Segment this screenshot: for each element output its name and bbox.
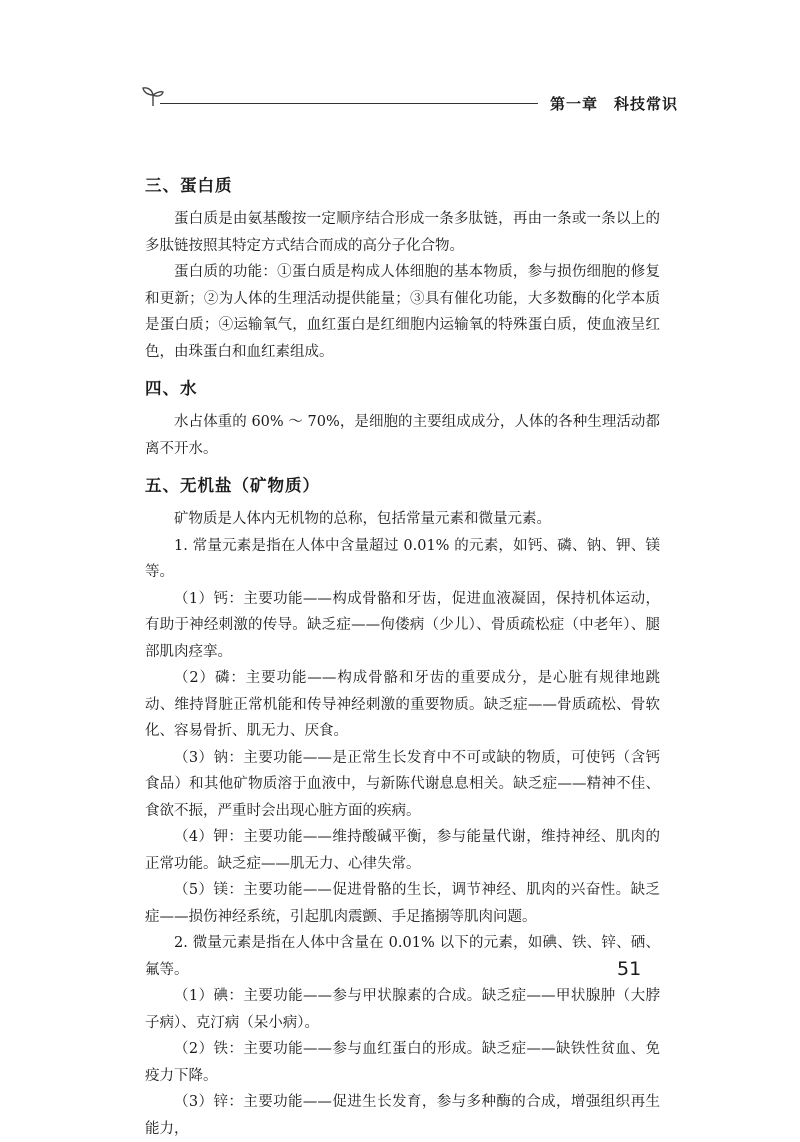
header-rule	[160, 103, 538, 104]
paragraph: （5）镁：主要功能——促进骨骼的生长，调节神经、肌肉的兴奋性。缺乏症——损伤神经系统，引起肌肉震颤、手足搐搦等肌肉问题。	[145, 882, 660, 925]
paragraph: 2. 微量元素是指在人体中含量在 0.01% 以下的元素，如碘、铁、锌、硒、氟等。	[145, 935, 660, 978]
paragraph: 水占体重的 60% ～ 70%，是细胞的主要组成成分，人体的各种生理活动都离不开水。	[145, 414, 660, 457]
sprout-icon	[140, 84, 166, 108]
section-heading-water: 四、水	[145, 379, 198, 398]
paragraph: （2）磷：主要功能——构成骨骼和牙齿的重要成分，是心脏有规律地跳动、维持肾脏正常机能和传导神经刺激的重要物质。缺乏症——骨质疏松、骨软化、容易骨折、肌无力、厌食。	[145, 670, 660, 739]
main-content	[145, 172, 660, 1142]
paragraph: 矿物质是人体内无机物的总称，包括常量元素和微量元素。	[174, 511, 551, 527]
paragraph: （3）钠：主要功能——是正常生长发育中不可或缺的物质，可使钙（含钙食品）和其他矿物质溶于血液中，与新陈代谢息息相关。缺乏症——精神不佳、食欲不振，严重时会出现心脏方面的疾病。	[145, 749, 660, 819]
section-heading-minerals: 五、无机盐（矿物质）	[145, 476, 320, 495]
paragraph: （4）钾：主要功能——维持酸碱平衡，参与能量代谢，维持神经、肌肉的正常功能。缺乏症——肌无力、心律失常。	[145, 829, 660, 872]
paragraph: 1. 常量元素是指在人体中含量超过 0.01% 的元素，如钙、磷、钠、钾、镁等。	[145, 537, 660, 580]
paragraph: 蛋白质是由氨基酸按一定顺序结合形成一条多肽链，再由一条或一条以上的多肽链按照其特定方式结合而成的高分子化合物。	[145, 211, 660, 254]
paragraph: 蛋白质的功能：①蛋白质是构成人体细胞的基本物质，参与损伤细胞的修复和更新；②为人体的生理活动提供能量；③具有催化功能，大多数酶的化学本质是蛋白质；④运输氧气，血红蛋白是红细胞内运输氧的特殊蛋白质，使血液呈红色，由珠蛋白和血红素组成。	[145, 264, 660, 360]
chapter-title: 第一章 科技常识	[550, 95, 679, 113]
page-header	[0, 0, 800, 130]
paragraph: （3）锌：主要功能——促进生长发育，参与多种酶的合成，增强组织再生能力，	[145, 1094, 660, 1137]
paragraph: （1）碘：主要功能——参与甲状腺素的合成。缺乏症——甲状腺肿（大脖子病）、克汀病（呆小病）。	[145, 988, 660, 1031]
paragraph: （2）铁：主要功能——参与血红蛋白的形成。缺乏症——缺铁性贫血、免疫力下降。	[145, 1041, 660, 1084]
paragraph: （1）钙：主要功能——构成骨骼和牙齿，促进血液凝固，保持机体运动，有助于神经刺激的传导。缺乏症——佝偻病（少儿）、骨质疏松症（中老年）、腿部肌肉痉挛。	[145, 590, 660, 660]
section-heading-protein: 三、蛋白质	[145, 176, 233, 195]
page-number: 51	[617, 958, 642, 980]
